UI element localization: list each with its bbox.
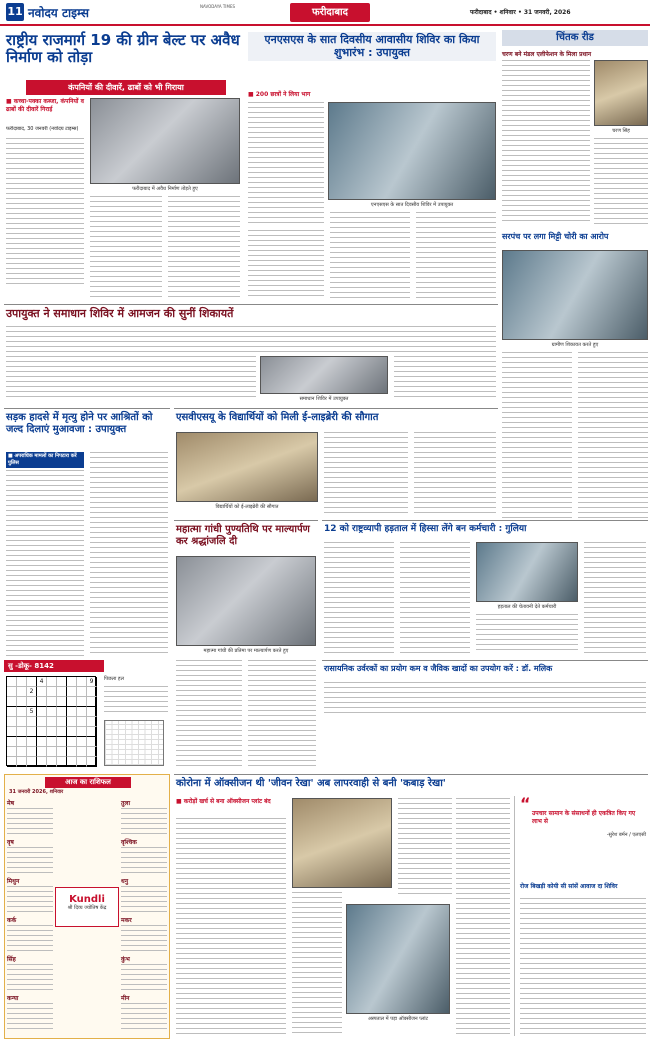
horoscope-sign-text [121, 808, 167, 834]
story4-body [6, 326, 496, 352]
story5-body-col2 [90, 452, 168, 656]
sudoku-cell[interactable] [17, 727, 27, 737]
story10-photo-caption: अस्पताल में पड़ा ऑक्सीजन प्लांट [367, 1016, 429, 1022]
sudoku-cell[interactable] [17, 737, 27, 747]
sudoku-cell[interactable]: 4 [37, 677, 47, 687]
sudoku-cell[interactable] [37, 737, 47, 747]
city-tab: फरीदाबाद [290, 3, 370, 22]
sudoku-cell[interactable] [57, 757, 67, 767]
story6-body-col2 [414, 432, 496, 516]
sudoku-cell[interactable] [87, 697, 97, 707]
story8-body-col1 [324, 542, 394, 654]
horoscope-sign-name: मीन [121, 995, 130, 1002]
sudoku-cell[interactable] [7, 697, 17, 707]
story6-headline: एसवीएसयू के विद्यार्थियों को मिली ई-लाइब्रेरी की सौगात [176, 412, 379, 423]
story8-headline: 12 को राष्ट्रव्यापी हड़ताल में हिस्सा लेंगे बन कर्मचारी : गुलिया [324, 524, 527, 534]
story2-photo-caption: एनएसएस के सात दिवसीय शिविर में उपायुक्त [370, 202, 454, 208]
story10-body-col2 [292, 892, 342, 1036]
sudoku-cell[interactable] [7, 737, 17, 747]
horoscope-sign [121, 994, 167, 1030]
story4-photo [260, 356, 388, 394]
story-samadhan-shivir [4, 304, 498, 404]
sudoku-cell[interactable] [87, 757, 97, 767]
sudoku-cell[interactable] [17, 717, 27, 727]
sudoku-cell[interactable] [37, 707, 47, 717]
story1-body-col1 [6, 138, 84, 288]
sidebar-byline: -सुरेश बर्मन / एलएसी [606, 832, 646, 838]
horoscope-sign-text [7, 886, 53, 912]
sudoku-cell[interactable] [67, 707, 77, 717]
sudoku-cell[interactable] [67, 677, 77, 687]
story6-photo [176, 432, 318, 502]
story8-body-col4 [584, 542, 646, 654]
story-gandhi-tribute [174, 520, 318, 770]
story2-photo [328, 102, 496, 200]
sudoku-cell[interactable]: 2 [27, 687, 37, 697]
sudoku-cell[interactable] [77, 697, 87, 707]
story10-kicker: ■ करोड़ों खर्च से बना ऑक्सीजन प्लांट बंद [176, 798, 271, 805]
horoscope-sign-text [121, 847, 167, 873]
sudoku-cell[interactable] [37, 747, 47, 757]
story2-body-col4 [416, 212, 496, 300]
story2-body-col2 [248, 230, 324, 300]
story4-headline: उपायुक्त ने समाधान शिविर में आमजन की सुनीं शिकायतें [6, 307, 234, 320]
column-photo-caption: चरण सिंह [612, 128, 630, 134]
sudoku-cell[interactable] [17, 757, 27, 767]
sudoku-cell[interactable] [87, 747, 97, 757]
story-oxygen-plant [174, 774, 648, 1039]
sudoku-cell[interactable] [67, 737, 77, 747]
horoscope-panel [4, 774, 170, 1039]
sudoku-cell[interactable] [67, 687, 77, 697]
sudoku-cell[interactable] [37, 697, 47, 707]
sudoku-cell[interactable] [47, 677, 57, 687]
horoscope-title: आज का राशिफल [45, 777, 131, 788]
story9-body [324, 682, 646, 714]
story2-body-col1 [248, 102, 324, 224]
story3-body-col2 [578, 352, 648, 522]
paper-name: नवोदय टाइम्स [28, 6, 90, 20]
sudoku-cell[interactable] [17, 677, 27, 687]
story7-headline: महात्मा गांधी पुण्यतिथि पर माल्यार्पण कर श्रद्धांजलि दी [176, 524, 310, 547]
story5-body-col1 [6, 470, 84, 656]
story-strike [322, 520, 648, 656]
horoscope-sign [7, 916, 53, 952]
story5-kicker: ■ अपराधिक मामलों का निपटारा करें पुलिस [6, 452, 84, 468]
sidebar-body [520, 898, 646, 1036]
sidebar-quote [520, 794, 646, 878]
horoscope-sign [121, 838, 167, 874]
horoscope-sign-text [121, 1003, 167, 1029]
story2-kicker: ■ 200 छात्रों ने लिया भाग [248, 91, 311, 98]
story3-photo-caption: ग्रामीण शिकायत करते हुए [551, 342, 599, 348]
sudoku-cell[interactable] [77, 747, 87, 757]
story1-subhead: कंपनियों की दीवारें, ढाबों को भी गिराया [26, 80, 226, 95]
sudoku-cell[interactable] [27, 697, 37, 707]
sudoku-cell[interactable] [37, 717, 47, 727]
horoscope-sign-text [7, 925, 53, 951]
story8-photo-caption: हड़ताल की चेतावनी देते कर्मचारी [497, 604, 557, 610]
story10-body-col3 [398, 798, 452, 898]
sudoku-cell[interactable] [7, 717, 17, 727]
sudoku-cell[interactable] [77, 677, 87, 687]
story3-photo [502, 250, 648, 340]
story1-headline: राष्ट्रीय राजमार्ग 19 की ग्रीन बेल्ट पर अवैध निर्माण को तोड़ा [6, 31, 240, 67]
story3-headline: सरपंच पर लगा मिट्टी चोरी का आरोप [502, 232, 609, 241]
story7-photo-caption: महात्मा गांधी की प्रतिमा पर माल्यार्पण करते हुए [203, 648, 289, 654]
column-headline: चरण बने मंडल एलीफेशन के मिला प्रधान [502, 51, 592, 58]
story1-kicker: ■ कच्चा-पक्का कब्जा, कंपनियों व ढाबों की दीवारें गिराई [6, 98, 84, 113]
sudoku-cell[interactable] [7, 707, 17, 717]
sudoku-cell[interactable] [27, 717, 37, 727]
story2-headline: एनएसएस के सात दिवसीय आवासीय शिविर का किया शुभारंभ : उपायुक्त [248, 32, 496, 61]
sudoku-cell[interactable] [57, 717, 67, 727]
story10-headline: कोरोना में ऑक्सीजन थी 'जीवन रेखा' अब लापरवाही से बनी 'कबाड़ रेखा' [176, 778, 446, 789]
story4-photo-caption: समाधान शिविर में उपायुक्त [299, 396, 349, 402]
sidebar-headline: रोज बिखड़ी कोयी सी सांसें आवाज दा शिविर [520, 883, 618, 890]
story6-body-col1 [324, 432, 408, 516]
horoscope-sign-name: मकर [121, 917, 132, 924]
sudoku-cell[interactable] [47, 737, 57, 747]
sudoku-cell[interactable] [27, 757, 37, 767]
sudoku-cell[interactable] [57, 747, 67, 757]
sudoku-cell[interactable] [17, 707, 27, 717]
sudoku-cell[interactable] [47, 747, 57, 757]
sudoku-cell[interactable] [7, 757, 17, 767]
sudoku-cell[interactable] [87, 717, 97, 727]
story10-body-col1 [176, 818, 286, 1036]
horoscope-sign [121, 916, 167, 952]
horoscope-sign-text [7, 847, 53, 873]
horoscope-sign-name: कन्या [7, 995, 19, 1002]
sudoku-cell[interactable] [7, 677, 17, 687]
horoscope-sign [121, 877, 167, 913]
ad-brand: Kundli [69, 894, 105, 905]
sudoku-panel [4, 660, 170, 770]
sudoku-cell[interactable] [7, 747, 17, 757]
paper-brand-small: NAVODAYA TIMES [200, 4, 236, 9]
story9-headline: रासायनिक उर्वरकों का प्रयोग कम व जैविक खादों का उपयोग करें : डॉ. मलिक [324, 664, 553, 673]
story1-photo [90, 98, 240, 184]
column-chintak-read [502, 30, 648, 230]
horoscope-sign [7, 955, 53, 991]
story8-body-col3 [476, 614, 578, 654]
horoscope-sign-text [121, 964, 167, 990]
sudoku-cell[interactable] [77, 687, 87, 697]
sudoku-cell[interactable] [77, 737, 87, 747]
horoscope-sign [7, 877, 53, 913]
sudoku-cell[interactable] [7, 687, 17, 697]
sudoku-cell[interactable] [77, 727, 87, 737]
story10-body-col4 [456, 798, 510, 1036]
horoscope-sign-text [121, 925, 167, 951]
story1-body-col2 [90, 196, 162, 300]
sudoku-cell[interactable] [27, 737, 37, 747]
column-photo [594, 60, 648, 126]
dateline: फरीदाबाद • शनिवार • 31 जनवरी, 2026 [470, 9, 571, 16]
story1-photo-caption: फरीदाबाद में अवैध निर्माण तोड़ते हुए [132, 186, 198, 192]
sudoku-cell[interactable] [47, 687, 57, 697]
quote-mark-icon: “ [520, 794, 531, 813]
story-fertilizers [322, 660, 648, 716]
sudoku-cell[interactable] [37, 757, 47, 767]
story-nss-camp [246, 30, 498, 300]
sudoku-cell[interactable] [57, 687, 67, 697]
sudoku-cell[interactable] [87, 687, 97, 697]
sudoku-cell[interactable] [77, 707, 87, 717]
sudoku-cell[interactable] [87, 707, 97, 717]
ad-text: श्री दिव्य ज्योतिष केंद्र [67, 905, 107, 911]
horoscope-sign-name: तुला [121, 800, 131, 807]
sudoku-cell[interactable] [87, 727, 97, 737]
sudoku-cell[interactable] [57, 697, 67, 707]
sudoku-cell[interactable] [17, 747, 27, 757]
horoscope-sign-text [7, 808, 53, 834]
sudoku-cell[interactable] [17, 697, 27, 707]
sudoku-cell[interactable] [57, 707, 67, 717]
sudoku-title: सु -डोकू- 8142 [4, 660, 104, 672]
story3-body-col1 [502, 352, 572, 522]
horoscope-sign-name: मेष [7, 800, 15, 807]
story-road-accident [4, 408, 170, 658]
horoscope-ad [55, 887, 119, 927]
story-elibrary [174, 408, 498, 518]
story1-byline: फरीदाबाद, 30 जनवरी (नवोदय टाइम्स) [6, 126, 79, 132]
horoscope-sign-name: वृष [7, 839, 14, 846]
horoscope-sign-name: कुंभ [121, 956, 130, 963]
sidebar-quote-title: उपचार सामान के संसाधनों ही एकत्रित किए गए लाभ से [532, 810, 636, 825]
horoscope-sign [7, 838, 53, 874]
sudoku-cell[interactable] [57, 727, 67, 737]
column-body [502, 60, 590, 224]
story6-photo-caption: विद्यार्थियों को ई-लाइब्रेरी की सौगात [215, 504, 279, 510]
sudoku-cell[interactable] [77, 717, 87, 727]
story10-photo [292, 798, 392, 888]
story7-photo [176, 556, 316, 646]
horoscope-sign-name: वृश्चिक [121, 839, 137, 846]
sudoku-cell[interactable] [27, 677, 37, 687]
page-number: 11 [6, 3, 24, 21]
sudoku-solution [104, 720, 164, 766]
sudoku-cell[interactable] [37, 727, 47, 737]
story8-body-col2 [400, 542, 470, 654]
horoscope-sign-name: मिथुन [7, 878, 20, 885]
story7-body-col2 [248, 660, 316, 768]
story5-headline: सड़क हादसे में मृत्यु होने पर आश्रितों को जल्द दिलाएं मुआवजा : उपायुक्त [6, 412, 153, 435]
horoscope-sign [121, 799, 167, 835]
column-title: चिंतक रीड [502, 30, 648, 46]
column-body2 [594, 138, 648, 224]
sudoku-cell[interactable] [47, 757, 57, 767]
story8-photo [476, 542, 578, 602]
sudoku-cell[interactable] [57, 677, 67, 687]
sudoku-cell[interactable] [67, 717, 77, 727]
story-soil-theft [502, 232, 648, 528]
sudoku-cell[interactable] [77, 757, 87, 767]
sudoku-cell[interactable] [67, 727, 77, 737]
horoscope-sign-text [7, 1003, 53, 1029]
sudoku-cell[interactable] [57, 737, 67, 747]
sudoku-cell[interactable]: 9 [87, 677, 97, 687]
sudoku-cell[interactable] [67, 747, 77, 757]
sudoku-cell[interactable] [37, 687, 47, 697]
sudoku-cell[interactable] [7, 727, 17, 737]
story10-photo2 [346, 904, 450, 1014]
story2-body-col3 [330, 212, 410, 300]
sudoku-cell[interactable] [27, 727, 37, 737]
sudoku-grid[interactable] [6, 676, 96, 766]
sudoku-cell[interactable] [47, 697, 57, 707]
horoscope-sign-name: धनु [121, 878, 129, 885]
horoscope-sign [121, 955, 167, 991]
story1-body-col3 [168, 196, 240, 300]
sudoku-cell[interactable] [67, 757, 77, 767]
horoscope-date: 31 जनवरी 2026, शनिवार [9, 789, 64, 795]
horoscope-sign [7, 799, 53, 835]
story7-body-col1 [176, 660, 242, 768]
story-green-belt [4, 30, 242, 300]
horoscope-sign-text [7, 964, 53, 990]
horoscope-sign-name: सिंह [7, 956, 16, 963]
sudoku-cell[interactable] [87, 737, 97, 747]
sudoku-note: पिछला हल [104, 676, 124, 682]
sudoku-cell[interactable]: 5 [27, 707, 37, 717]
sudoku-cell[interactable] [47, 727, 57, 737]
sudoku-cell[interactable] [67, 697, 77, 707]
horoscope-sign [7, 994, 53, 1030]
masthead [0, 0, 650, 26]
story4-body-right [394, 356, 496, 400]
horoscope-sign-name: कर्क [7, 917, 17, 924]
sudoku-cell[interactable] [47, 707, 57, 717]
sudoku-cell[interactable] [47, 717, 57, 727]
story4-body-left [6, 356, 256, 400]
sudoku-instructions [104, 686, 168, 716]
horoscope-sign-text [121, 886, 167, 912]
sudoku-cell[interactable] [17, 687, 27, 697]
sudoku-cell[interactable] [27, 747, 37, 757]
